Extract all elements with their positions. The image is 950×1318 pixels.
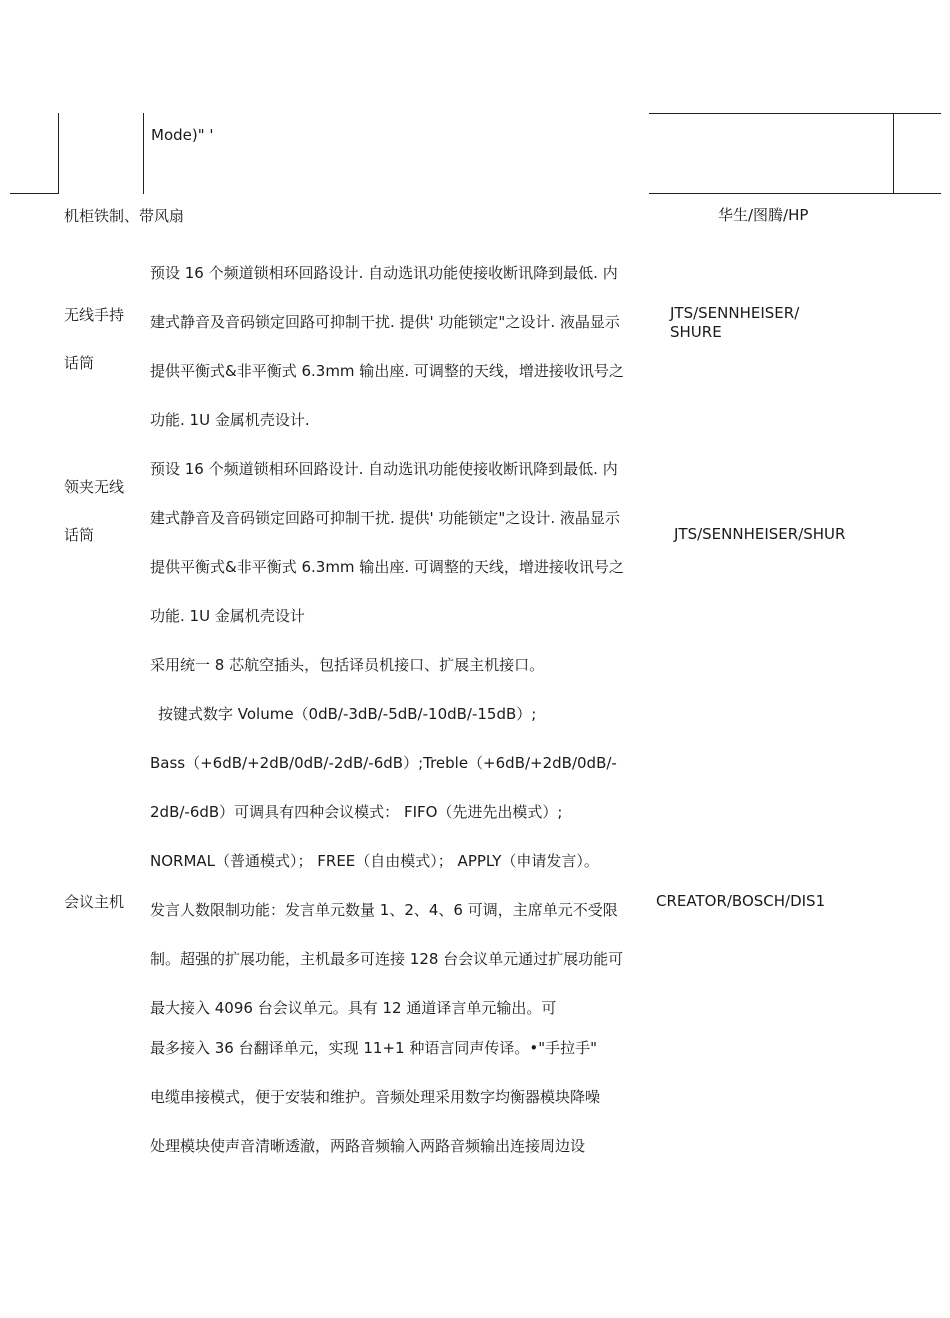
description-conference-line: 电缆串接模式，便于安装和维护。音频处理采用数字均衡器模块降噪 <box>150 1088 601 1106</box>
category-cabinet: 机柜铁制、带风扇 <box>64 207 185 225</box>
brands-lavalier: JTS/SENNHEISER/SHUR <box>674 525 846 543</box>
description-conference-line: 2dB/-6dB）可调具有四种会议模式： FIFO（先进先出模式）; <box>150 803 563 821</box>
table-border-right <box>893 113 894 194</box>
description-conference-line: 处理模块使声音清晰透澈，两路音频输入两路音频输出连接周边设 <box>150 1137 586 1155</box>
category-handheld-mic-line2: 话筒 <box>64 354 95 372</box>
description-conference-line: Bass（+6dB/+2dB/0dB/-2dB/-6dB）;Treble（+6dB/+2dB/0dB/- <box>150 754 617 772</box>
table-border-bottom-left <box>10 193 59 194</box>
table-border-bottom-right <box>649 193 941 194</box>
description-lavalier-line: 提供平衡式&非平衡式 6.3mm 输出座. 可调整的天线，增进接收讯号之 <box>150 558 624 576</box>
category-lavalier-mic-line1: 领夹无线 <box>64 478 125 496</box>
table-border-col2 <box>143 113 144 194</box>
description-handheld-line: 提供平衡式&非平衡式 6.3mm 输出座. 可调整的天线，增进接收讯号之 <box>150 362 624 380</box>
description-handheld-line: 功能. 1U 金属机壳设计. <box>150 411 310 429</box>
category-conference-host: 会议主机 <box>64 893 125 911</box>
description-lavalier-line: 建式静音及音码锁定回路可抑制干扰. 提供' 功能锁定"之设计. 液晶显示 <box>150 509 620 527</box>
brands-conference: CREATOR/BOSCH/DIS1 <box>656 892 826 910</box>
description-lavalier-line: 预设 16 个频道锁相环回路设计. 自动选讯功能使接收断讯降到最低. 内 <box>150 460 618 478</box>
description-conference-line: 采用统一 8 芯航空插头，包括译员机接口、扩展主机接口。 <box>150 656 545 674</box>
category-lavalier-mic-line2: 话筒 <box>64 526 95 544</box>
description-handheld-line: 建式静音及音码锁定回路可抑制干扰. 提供' 功能锁定"之设计. 液晶显示 <box>150 313 620 331</box>
top-fragment-text: Mode)" ' <box>151 126 214 144</box>
description-conference-line: 发言人数限制功能：发言单元数量 1、2、4、6 可调，主席单元不受限 <box>150 901 618 919</box>
description-conference-line: 按键式数字 Volume（0dB/-3dB/-5dB/-10dB/-15dB）; <box>158 705 537 723</box>
category-handheld-mic-line1: 无线手持 <box>64 306 125 324</box>
brands-handheld-line2: SHURE <box>670 323 722 341</box>
description-conference-line: 制。超强的扩展功能，主机最多可连接 128 台会议单元通过扩展功能可 <box>150 950 624 968</box>
table-border-left <box>58 113 59 194</box>
description-lavalier-line: 功能. 1U 金属机壳设计 <box>150 607 305 625</box>
description-conference-line: 最大接入 4096 台会议单元。具有 12 通道译言单元输出。可 <box>150 999 557 1017</box>
table-border-top-right <box>649 113 941 114</box>
brands-handheld-line1: JTS/SENNHEISER/ <box>670 304 800 322</box>
description-handheld-line: 预设 16 个频道锁相环回路设计. 自动选讯功能使接收断讯降到最低. 内 <box>150 264 618 282</box>
description-conference-line: 最多接入 36 台翻译单元，实现 11+1 种语言同声传译。•"手拉手" <box>150 1039 598 1057</box>
brands-cabinet: 华生/图腾/HP <box>718 206 809 224</box>
description-conference-line: NORMAL（普通模式）； FREE（自由模式）； APPLY（申请发言）。 <box>150 852 599 870</box>
